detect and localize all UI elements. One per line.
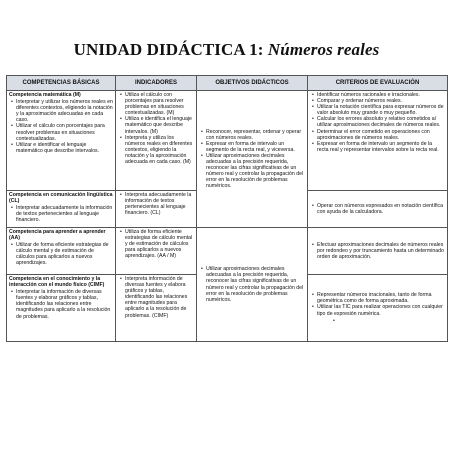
list-item: • Utilizar aproximaciones decimales adecuadas a la precisión requerida, reconocer las cifras significativas de un número real y controlar la propagación del error en la resolución de problemas numéricos.: [206, 153, 305, 190]
list-item: • Reconocer, representar, ordenar y operar con números reales.: [206, 129, 305, 141]
list-item: • Operar con números expresados en notación científica con ayuda de la calculadora.: [317, 203, 445, 215]
list-item: • Identificar números racionales e irracionales.: [317, 92, 445, 98]
table-row: [7, 228, 448, 275]
unit-table: [6, 75, 448, 342]
list-item: • Interpretar la información de diversas fuentes y elaborar gráficos y tablas, identificando las relaciones entre magnitudes para aplicarlo a la resolución de problemas.: [16, 289, 113, 319]
competencia-title: Competencia matemática (M): [9, 92, 81, 98]
title-prefix: UNIDAD DIDÁCTICA 1:: [73, 40, 268, 59]
list-item: • Interpretar adecuadamente la información de textos pertenecientes al lenguaje financiero.: [16, 205, 113, 223]
table-header-row: [7, 76, 448, 91]
header-indicadores: INDICADORES: [116, 76, 197, 91]
indicadores-list: [118, 192, 194, 216]
indicadores-cell: [116, 275, 197, 342]
empty-bullet-list: [310, 318, 445, 324]
criterios-cell: [308, 228, 448, 275]
list-item: • Utiliza de forma eficiente estrategias de cálculo mental y de estimación de cálculos para aplicarlos a nuevos aprendizajes. (AA / M): [125, 229, 194, 259]
objetivos-cell-1: [197, 91, 308, 228]
indicadores-list: [118, 229, 194, 259]
list-item: • Interpretar y utilizar los números reales en diferentes contextos, eligiendo la notación y la aproximación adecuadas en cada caso.: [16, 99, 113, 123]
list-item: • Utilizar aproximaciones decimales adecuadas a la precisión requerida, reconocer las cifras significativas de un número real y controlar la propagación del error en la resolución de problemas numéricos.: [206, 266, 305, 303]
list-item: • Utilizar las TIC para realizar operaciones con cualquier tipo de expresión numérica.: [317, 304, 445, 316]
competencia-cell: [7, 91, 116, 191]
list-item: • Utilizar el cálculo con porcentajes para resolver problemas en situaciones contextualizadas.: [16, 123, 113, 141]
header-objetivos: OBJETIVOS DIDÁCTICOS: [197, 76, 308, 91]
competencia-cell: [7, 191, 116, 228]
competencia-title: Competencia para aprender a aprender (AA): [9, 229, 106, 242]
competencia-list: [9, 99, 113, 154]
criterios-cell: [308, 191, 448, 228]
list-item: • Representar números irracionales, tanto de forma geométrica como de forma aproximada.: [317, 292, 445, 304]
list-item: • Utilizar de forma eficiente estrategias de cálculo mental y de estimación de cálculos para aplicarlos a nuevos aprendizajes.: [16, 242, 113, 266]
list-item: • Utiliza el cálculo con porcentajes para resolver problemas en situaciones contextualizadas. (M): [125, 92, 194, 116]
criterios-cell: [308, 275, 448, 342]
list-item: • Efectuar aproximaciones decimales de números reales por redondeo y por truncamiento hasta un determinado orden de aproximación.: [317, 242, 445, 260]
list-item: • Utiliza e identifica el lenguaje matemático que describe intervalos. (M): [125, 116, 194, 134]
list-item: • Determinar el error cometido en operaciones con aproximaciones de números reales.: [317, 129, 445, 141]
title-topic: Números reales: [267, 40, 380, 59]
competencia-title: Competencia en comunicación lingüística (CL): [9, 192, 113, 205]
competencia-cell: [7, 228, 116, 275]
header-competencias: COMPETENCIAS BÁSICAS: [7, 76, 116, 91]
indicadores-cell: [116, 91, 197, 191]
list-item: • Expresar en forma de intervalo un segmento de la recta real y representar intervalos sobre la recta real.: [317, 141, 445, 153]
criterios-list: [310, 292, 445, 316]
indicadores-list: [118, 92, 194, 165]
indicadores-list: [118, 276, 194, 319]
header-criterios: CRITERIOS DE EVALUACIÓN: [308, 76, 448, 91]
list-item: • Utilizar la notación científica para expresar números de valor absoluto muy grande o muy pequeño.: [317, 104, 445, 116]
list-item: • Calcular los errores absoluto y relativo cometidos al utilizar aproximaciones decimales de números reales.: [317, 116, 445, 128]
list-item: • Expresar en forma de intervalo un segmento de la recta real, y viceversa.: [206, 141, 305, 153]
criterios-list: [310, 242, 445, 260]
list-item: • Interpreta y utiliza los números reales en diferentes contextos, eligiendo la notación y la aproximación adecuada en cada caso. (M): [125, 135, 194, 165]
competencia-list: [9, 205, 113, 223]
list-item: • Comparar y ordenar números reales.: [317, 98, 445, 104]
table-row: [7, 91, 448, 191]
empty-bullet: [338, 318, 445, 324]
criterios-list: [310, 203, 445, 215]
objetivos-list: [199, 266, 305, 303]
list-item: • Utilizar e identificar el lenguaje matemático que describe intervalos.: [16, 142, 113, 154]
competencia-list: [9, 289, 113, 319]
criterios-cell: [308, 91, 448, 191]
competencia-title: Competencia en el conocimiento y la interacción con el mundo físico (CIMF): [9, 276, 105, 289]
competencia-list: [9, 242, 113, 266]
indicadores-cell: [116, 191, 197, 228]
list-item: • Interpreta información de diversas fuentes y elabora gráficos y tablas, identificando las relaciones entre magnitudes para aplicarlo a la resolución de problemas. (CIMF): [125, 276, 194, 319]
criterios-list: [310, 92, 445, 153]
indicadores-cell: [116, 228, 197, 275]
competencia-cell: [7, 275, 116, 342]
objetivos-list: [199, 129, 305, 190]
list-item: • Interpreta adecuadamente la información de textos pertenecientes al lenguaje financiero. (CL): [125, 192, 194, 216]
page-title: [0, 40, 453, 60]
objetivos-cell-2: [197, 228, 308, 342]
